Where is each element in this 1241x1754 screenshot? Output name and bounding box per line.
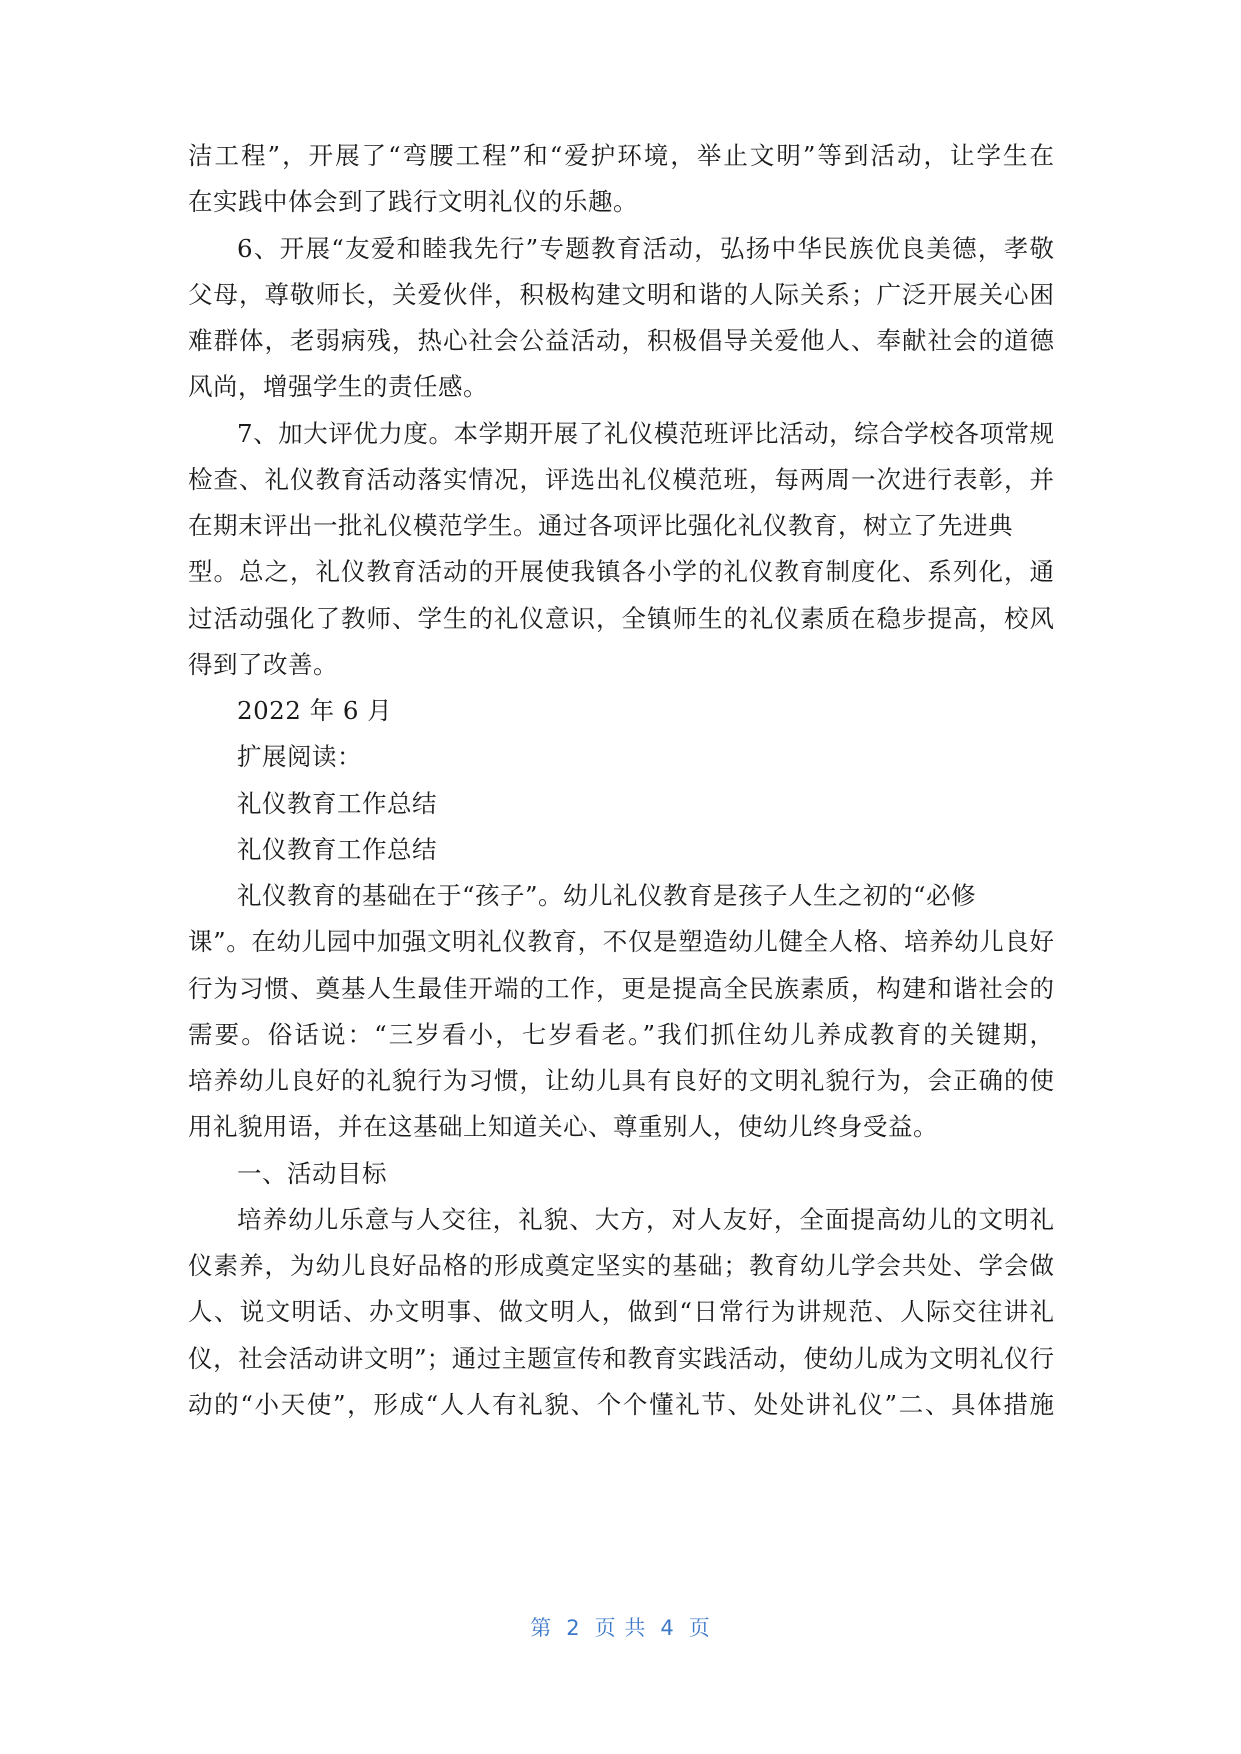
text-line: 6、开展“友爱和睦我先行”专题教育活动，弘扬中华民族优良美德，孝敬: [237, 234, 1054, 263]
page-footer: [0, 1612, 1241, 1642]
text-line: 洁工程”，开展了“弯腰工程”和“爱护环境，举止文明”等到活动，让学生在: [188, 141, 1054, 170]
text-line: 检查、礼仪教育活动落实情况，评选出礼仪模范班，每两周一次进行表彰，并: [188, 465, 1054, 494]
section-title: 礼仪教育工作总结: [237, 835, 437, 864]
text-line: 人、说文明话、办文明事、做文明人，做到“日常行为讲规范、人际交往讲礼: [188, 1297, 1054, 1326]
extended-reading-label: 扩展阅读：: [237, 742, 362, 771]
text-line: 仪素养，为幼儿良好品格的形成奠定坚实的基础；教育幼儿学会共处、学会做: [188, 1251, 1054, 1280]
footer-total-prefix: 页 共: [594, 1616, 647, 1640]
footer-page-word: 第: [530, 1616, 553, 1640]
text-line: 动的“小天使”，形成“人人有礼貌、个个懂礼节、处处讲礼仪”二、具体措施: [188, 1390, 1054, 1419]
text-line: 课”。在幼儿园中加强文明礼仪教育，不仅是塑造幼儿健全人格、培养幼儿良好: [188, 927, 1054, 956]
footer-page-suffix: 页: [688, 1616, 711, 1640]
date-line: 2022 年 6 月: [237, 696, 393, 725]
text-line: 礼仪教育的基础在于“孩子”。幼儿礼仪教育是孩子人生之初的“必修: [237, 881, 977, 910]
text-line: 行为习惯、奠基人生最佳开端的工作，更是提高全民族素质，构建和谐社会的: [188, 974, 1054, 1003]
text-line: 在期末评出一批礼仪模范学生。通过各项评比强化礼仪教育，树立了先进典: [188, 511, 1013, 540]
text-line: 仪，社会活动讲文明”；通过主题宣传和教育实践活动，使幼儿成为文明礼仪行: [188, 1344, 1054, 1373]
section-heading: 一、活动目标: [237, 1159, 387, 1188]
section-title: 礼仪教育工作总结: [237, 789, 437, 818]
text-line: 得到了改善。: [188, 650, 338, 679]
text-line: 难群体，老弱病残，热心社会公益活动，积极倡导关爱他人、奉献社会的道德: [188, 326, 1054, 355]
text-line: 父母，尊敬师长，关爱伙伴，积极构建文明和谐的人际关系；广泛开展关心困: [188, 280, 1054, 309]
text-line: 用礼貌用语，并在这基础上知道关心、尊重别人，使幼儿终身受益。: [188, 1112, 938, 1141]
text-line: 在实践中体会到了践行文明礼仪的乐趣。: [188, 187, 638, 216]
text-line: 过活动强化了教师、学生的礼仪意识，全镇师生的礼仪素质在稳步提高，校风: [188, 604, 1054, 633]
text-line: 培养幼儿乐意与人交往，礼貌、大方，对人友好，全面提高幼儿的文明礼: [237, 1205, 1054, 1234]
text-line: 7、加大评优力度。本学期开展了礼仪模范班评比活动，综合学校各项常规: [237, 419, 1054, 448]
footer-total-pages: 4: [660, 1616, 675, 1640]
text-line: 需要。俗话说：“三岁看小，七岁看老。”我们抓住幼儿养成教育的关键期，: [188, 1020, 1054, 1049]
footer-current-page: 2: [566, 1616, 581, 1640]
text-line: 型。总之，礼仪教育活动的开展使我镇各小学的礼仪教育制度化、系列化，通: [188, 557, 1054, 586]
text-line: 风尚，增强学生的责任感。: [188, 372, 488, 401]
text-line: 培养幼儿良好的礼貌行为习惯，让幼儿具有良好的文明礼貌行为，会正确的使: [188, 1066, 1054, 1095]
